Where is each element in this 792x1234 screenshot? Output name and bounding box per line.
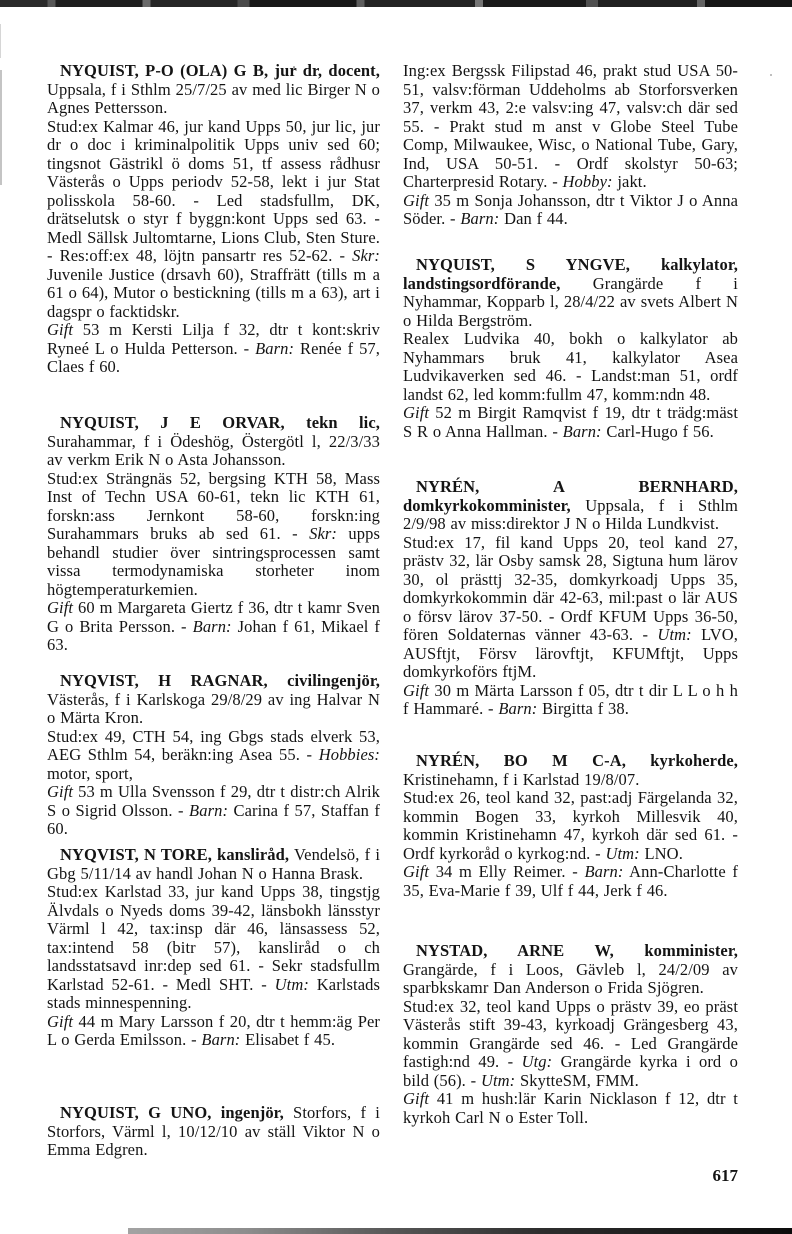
- label-italic: Skr:: [309, 524, 337, 543]
- body-text: Johan f 61, Mikael f 63.: [47, 616, 380, 654]
- paragraph: [403, 682, 738, 719]
- body-text: Carl-Hugo f 56.: [601, 421, 714, 441]
- paragraph: [403, 62, 738, 192]
- body-text: Vendelsö, f i Gbg 5/11/14 av handl Johan N o Hanna Brask.: [47, 845, 381, 883]
- paragraph: [403, 256, 738, 330]
- entry-name-bold: NYRÉN, BO M C-A, kyrkoherde,: [416, 751, 738, 770]
- entry-nyren-a-bernhard: [403, 478, 738, 719]
- body-text: 53 m Kersti Lilja f 32, dtr t kont:skriv Ryneé L o Hulda Petterson. -: [47, 320, 380, 358]
- body-text: SkytteSM, FMM.: [515, 1070, 639, 1090]
- label-italic: Utm:: [274, 974, 309, 994]
- paragraph: [47, 414, 380, 470]
- body-text: Uppsala, f i Sthlm 2/9/98 av miss:direktor J N o Hilda Lundkvist.: [403, 495, 738, 533]
- body-text: 41 m hush:lär Karin Nicklason f 12, dtr t kyrkoh Carl N o Ester Toll.: [403, 1089, 738, 1127]
- scan-edge-left-mark: [0, 24, 1, 58]
- body-text: Kristinehamn, f i Karlstad 19/8/07.: [403, 769, 640, 789]
- paragraph: [403, 863, 738, 900]
- scan-speck: [770, 74, 772, 76]
- body-text: 30 m Märta Larsson f 05, dtr t dir L L o h h f Hammaré. -: [403, 680, 738, 718]
- body-text: Stud:ex 32, teol kand Upps o prästv 39, eo präst Västerås stift 39-43, kyrkoadj Grängesberg 43, kommin Grangärde sed 46. - Led Grangärde fastigh:nd 49. -: [403, 996, 738, 1071]
- body-text: Västerås, f i Karlskoga 29/8/29 av ing Halvar N o Märta Kron.: [47, 689, 380, 727]
- paragraph: [403, 330, 738, 404]
- paragraph: [403, 789, 738, 863]
- label-italic: Barn:: [498, 699, 538, 718]
- label-italic: Hobby:: [562, 172, 613, 191]
- body-text: Stud:ex Karlstad 33, jur kand Upps 38, tingstjg Älvdals o Nyeds doms 39-42, länsbokh länsstyr Värml l 42, tax:insp där 46, länsassess 52, tax:intend 58 (bitr 57), kansliråd o ch landsstatsavd inr:dep sed 61. - Sekr stadsfullm Karlstad 52-61. - Medl SHT. -: [47, 882, 380, 994]
- label-italic: Utm:: [657, 625, 692, 644]
- paragraph: [47, 1104, 380, 1160]
- label-italic: Gift: [47, 1011, 74, 1031]
- body-text: Stud:ex Strängnäs 52, bergsing KTH 58, Mass Inst of Techn USA 60-61, tekn lic KTH 61, forskn:ass Jernkont 58-60, forskn:ing Surahammars bruks ab sed 61. -: [47, 468, 380, 543]
- body-text: Stud:ex 49, CTH 54, ing Gbgs stads elverk 53, AEG Sthlm 54, beräkn:ing Asea 55. -: [47, 726, 380, 764]
- entry-name-bold: NYSTAD, ARNE W, komminister,: [416, 941, 738, 960]
- body-text: Grangärde kyrka i ord o bild (56). -: [403, 1052, 738, 1090]
- body-text: 60 m Margareta Giertz f 36, dtr t kamr Sven G o Brita Persson. -: [47, 598, 380, 636]
- entry-name-bold: NYQUIST, S YNGVE, kalkylator, landstingsordförande,: [403, 255, 738, 293]
- label-italic: Barn:: [562, 421, 602, 441]
- label-italic: Barn:: [584, 862, 624, 881]
- label-italic: Barn:: [189, 800, 229, 820]
- paragraph: [403, 942, 738, 998]
- paragraph: [403, 404, 738, 441]
- paragraph: [47, 62, 380, 118]
- body-text: LVO, AUSftjt, Försv lärovftjt, KFUMftjt, Upps domkyrkoförs ftjM.: [403, 625, 738, 681]
- body-text: upps behandl studier över sintringsprocessen samt vissa termodynamiska storheter inom högtemperaturkemien.: [47, 524, 380, 599]
- entry-nyquist-g-uno: [47, 1104, 380, 1160]
- body-text: Realex Ludvika 40, bokh o kalkylator ab Nyhammars bruk 41, kalkylator Asea Ludvikaverken sed 46. - Landst:man 51, ordf landst 62, led komm:fullm 47, komm:ndn 48.: [403, 329, 738, 404]
- body-text: 34 m Elly Reimer. -: [429, 862, 585, 881]
- label-italic: Barn:: [460, 209, 500, 228]
- paragraph: [47, 783, 380, 839]
- page-number: 617: [712, 1166, 738, 1185]
- entry-nyquist-p-o-ola-g-b: [47, 62, 380, 377]
- label-italic: Gift: [47, 320, 74, 339]
- body-text: 44 m Mary Larsson f 20, dtr t hemm:äg Per L o Gerda Emilsson. -: [47, 1011, 380, 1049]
- label-italic: Gift: [403, 1089, 430, 1108]
- paragraph: [403, 998, 738, 1091]
- label-italic: Hobbies:: [318, 745, 380, 764]
- body-text: Karlstads stads minnespenning.: [47, 974, 380, 1012]
- paragraph: [47, 1013, 380, 1050]
- body-text: Surahammar, f i Ödeshög, Östergötl l, 22/3/33 av verkm Erik N o Asta Johansson.: [47, 431, 380, 469]
- paragraph: [47, 321, 380, 377]
- entry-nyquist-j-e-orvar: [47, 414, 380, 655]
- entry-nyqvist-h-ragnar: [47, 672, 380, 839]
- paragraph: [47, 118, 380, 322]
- entry-name-bold: NYRÉN, A BERNHARD, domkyrkokomminister,: [403, 477, 738, 515]
- label-italic: Gift: [403, 862, 430, 881]
- paragraph: [403, 752, 738, 789]
- paragraph: [47, 846, 380, 883]
- paragraph: [47, 470, 380, 600]
- entry-name-bold: NYQUIST, P-O (OLA) G B, jur dr, docent,: [60, 61, 380, 80]
- label-italic: Barn:: [192, 616, 232, 636]
- column-2: [403, 0, 738, 1234]
- paragraph: [47, 599, 380, 655]
- body-text: LNO.: [639, 843, 683, 863]
- body-text: 52 m Birgit Ramqvist f 19, dtr t trädg:mäst S R o Anna Hallman. -: [403, 403, 738, 441]
- body-text: Stud:ex 17, fil kand Upps 20, teol kand 27, prästv 32, lär Osby samsk 28, Sigtuna hum lärov 30, ol prästtj 32-35, domkyrkoadj Upps 35, domkyrkokommin där 42-63, mil:past o lär AUS o försv lärov 37-50. - Ordf KFUM Upps 36-50, fören Soldaternas vänner 43-63. -: [403, 532, 738, 644]
- body-text: Ann-Charlotte f 35, Eva-Marie f 39, Ulf f 44, Jerk f 46.: [403, 862, 738, 900]
- body-text: Elisabet f 45.: [240, 1030, 336, 1049]
- label-italic: Utg:: [521, 1052, 553, 1071]
- entry-name-bold: NYQUIST, J E ORVAR, tekn lic,: [60, 413, 380, 432]
- entry-name-bold: NYQUIST, G UNO, ingenjör,: [60, 1103, 284, 1122]
- label-italic: Skr:: [352, 246, 380, 265]
- scan-edge-bottom: [128, 1228, 792, 1234]
- body-text: motor, sport,: [47, 763, 133, 783]
- label-italic: Barn:: [201, 1030, 241, 1049]
- body-text: Carina f 57, Staffan f 60.: [47, 800, 381, 838]
- body-text: Renée f 57, Claes f 60.: [47, 338, 380, 376]
- body-text: 53 m Ulla Svensson f 29, dtr t distr:ch Alrik S o Sigrid Olsson. -: [47, 782, 380, 820]
- body-text: 35 m Sonja Johansson, dtr t Viktor J o Anna Söder. -: [403, 190, 738, 228]
- paragraph: [403, 192, 738, 229]
- body-text: Stud:ex 26, teol kand 32, past:adj Färgelanda 32, kommin Bogen 33, kyrkoh Millesvik 40, kommin Kristinehamn 47, kyrkoh där sed 61. - Ordf kyrkoråd o kyrkog:nd. -: [403, 788, 738, 863]
- scan-edge-left: [0, 70, 2, 185]
- label-italic: Gift: [403, 190, 430, 210]
- entry-name-bold: NYQVIST, H RAGNAR, civilingenjör,: [60, 671, 380, 690]
- paragraph: [47, 883, 380, 1013]
- label-italic: Gift: [403, 403, 430, 422]
- body-text: Juvenile Justice (drsavh 60), Straffrätt (tills m a 61 o 64), Mutor o bestickning (tills m a 63), art i dagspr o facktidskr.: [47, 264, 380, 321]
- column-1: [47, 0, 380, 1234]
- label-italic: Gift: [47, 598, 74, 617]
- label-italic: Gift: [47, 782, 74, 801]
- body-text: jakt.: [612, 172, 647, 191]
- paragraph: [403, 534, 738, 682]
- label-italic: Barn:: [255, 338, 295, 358]
- paragraph: [403, 478, 738, 534]
- entry-nyren-bo-m-c-a: [403, 752, 738, 900]
- body-text: Birgitta f 38.: [537, 699, 629, 718]
- entry-nyquist-g-uno-continuation: [403, 62, 738, 229]
- body-text: Stud:ex Kalmar 46, jur kand Upps 50, jur lic, jur dr o doc i kriminalpolitik Upps univ sed 60; tingsnot Gästrikl ö doms 51, tf assess rådhusr Västerås o Upps periodv 52-58, lekt i jur Stat polisskola 58-60. - Led stadsfullm, DK, drätselutsk o styr f byggn:kont Upps sed 63. - Medl Sällsk Jultomtarne, Lions Club, Sten Sture. - Res:off:ex 48, löjtn pansartr res 52-62. -: [47, 116, 380, 265]
- entry-name-bold: NYQVIST, N TORE, kansliråd,: [60, 845, 290, 864]
- body-text: Grangärde f i Nyhammar, Kopparb l, 28/4/22 av svets Albert N o Hilda Bergström.: [403, 273, 738, 330]
- paragraph: [47, 672, 380, 728]
- body-text: Dan f 44.: [499, 209, 568, 228]
- body-text: Storfors, f i Storfors, Värml l, 10/12/10 av ställ Viktor N o Emma Edgren.: [47, 1103, 380, 1159]
- entry-nystad-arne-w: [403, 942, 738, 1127]
- body-text: Grangärde, f i Loos, Gävleb l, 24/2/09 av sparbkskamr Dan Anderson o Frida Sjögren.: [403, 959, 738, 997]
- label-italic: Utm:: [480, 1070, 516, 1090]
- entry-nyquist-s-yngve: [403, 256, 738, 441]
- label-italic: Utm:: [605, 843, 640, 863]
- body-text: Uppsala, f i Sthlm 25/7/25 av med lic Birger N o Agnes Pettersson.: [47, 79, 380, 117]
- body-text: Ing:ex Bergssk Filipstad 46, prakt stud USA 50-51, valsv:förman Uddeholms ab Storforsverken 37, verkm 43, 2:e valsv:ing 47, valsv:ch där sed 55. - Prakt stud m anst v Globe Steel Tube Comp, Milwaukee, Wisc, o National Tube, Gary, Ind, USA 50-51. - Ordf skolstyr 50-63; Charterpresid Rotary. -: [403, 61, 738, 191]
- paragraph: [403, 1090, 738, 1127]
- entry-nyqvist-n-tore: [47, 846, 380, 1050]
- label-italic: Gift: [403, 680, 430, 700]
- paragraph: [47, 728, 380, 784]
